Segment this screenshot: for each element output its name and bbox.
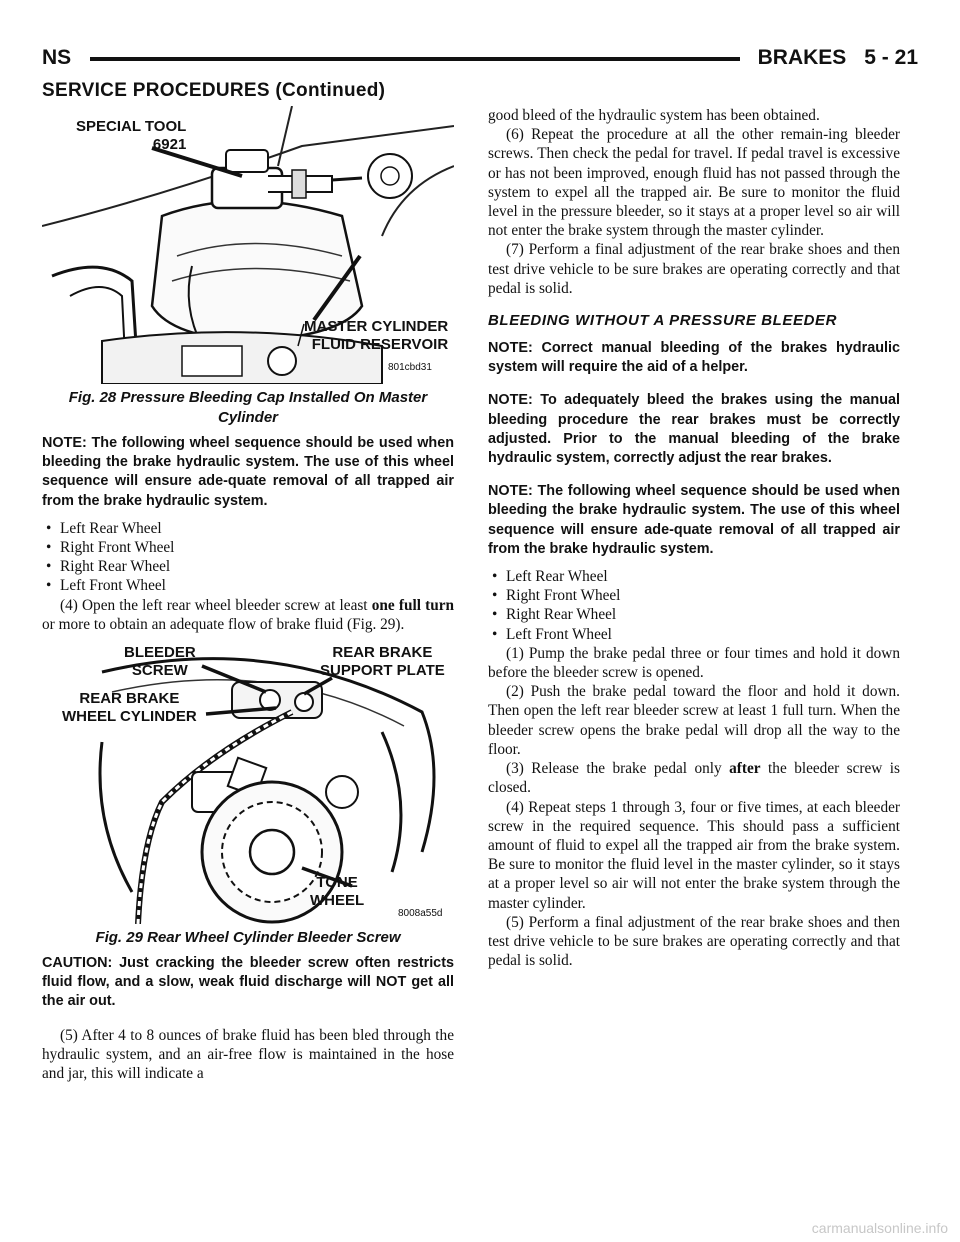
left-column	[42, 106, 454, 1083]
wheel-sequence-list	[42, 519, 454, 596]
header-model: NS	[42, 46, 72, 69]
manual-step-1: (1) Pump the brake pedal three or four times and hold it down before the bleeder screw is opened.	[488, 644, 900, 682]
list-item: • Right Rear Wheel	[492, 606, 617, 624]
list-item: • Left Rear Wheel	[46, 519, 162, 537]
header-section-name: BRAKES	[757, 46, 847, 69]
step-6: (6) Repeat the procedure at all the other remain-ing bleeder screws. Then check the pedal for travel. If pedal travel is excessive or has not been improved, enough fluid has not passed through the system to expel all the trapped air. Be sure to monitor the fluid level in the pressure bleeder, so it stays at a proper level so air will not enter the brake system through the master cylinder.	[488, 126, 900, 240]
figure-28	[42, 106, 454, 384]
manual-step-3: (3) Release the brake pedal only after the bleeder screw is closed.	[488, 760, 900, 797]
label-bleeder-screw: BLEEDER SCREW	[124, 644, 196, 680]
step-7: (7) Perform a final adjustment of the rear brake shoes and then test drive vehicle to be sure brakes are operating correctly and that pedal is solid.	[488, 241, 900, 297]
figure-29-code: 8008a55d	[398, 908, 443, 920]
manual-step-5: (5) Perform a final adjustment of the rear brake shoes and then test drive vehicle to be sure brakes are operating correctly and that pedal is solid.	[488, 913, 900, 970]
label-master-cylinder: MASTER CYLINDER FLUID RESERVOIR	[304, 318, 449, 353]
figure-29	[42, 642, 454, 924]
label-special-tool: SPECIAL TOOL 6921	[76, 118, 187, 153]
right-column	[488, 106, 900, 970]
list-item: • Left Front Wheel	[492, 625, 612, 643]
label-support-plate: REAR BRAKE SUPPORT PLATE	[320, 644, 445, 680]
figure-28-code: 801cbd31	[388, 362, 432, 373]
caution-cracking: CAUTION: Just cracking the bleeder screw often restricts fluid flow, and a slow, weak fluid discharge will NOT get all the air out.	[42, 955, 454, 1010]
note-wheel-sequence-manual: NOTE: The following wheel sequence should be used when bleeding the brake hydraulic system. The use of this wheel sequence will ensure ade-quate removal of all trapped air from the brake hydraulic system.	[488, 483, 900, 557]
step-5-continued: good bleed of the hydraulic system has been obtained.	[488, 107, 820, 124]
list-item: • Right Rear Wheel	[46, 558, 171, 576]
page-header	[42, 42, 918, 76]
header-section	[758, 46, 918, 70]
list-item: • Right Front Wheel	[46, 539, 175, 557]
step-4: (4) Open the left rear wheel bleeder screw at least one full turn or more to obtain an adequate flow of brake fluid (Fig. 29).	[42, 596, 455, 633]
label-tone-wheel: TONE WHEEL	[310, 874, 365, 910]
list-item: • Left Rear Wheel	[492, 568, 608, 586]
wheel-sequence-list-manual	[488, 567, 900, 644]
note-adjust-rear-brakes: NOTE: To adequately bleed the brakes using the manual bleeding procedure the rear brakes must be correctly adjusted. Prior to the manual bleeding of the brake hydraulic system, correctly adjust the rear brakes.	[488, 392, 900, 467]
note-helper: NOTE: Correct manual bleeding of the brakes hydraulic system will require the aid of a helper.	[488, 340, 900, 376]
manual-step-4: (4) Repeat steps 1 through 3, four or five times, at each bleeder screw in the required sequence. This should pass a sufficient amount of fluid to expel all the trapped air from the brake system. Be sure to monitor the fluid level in the master cylinder, so it stays at a proper level so air will not enter the brake system through the master cylinder.	[488, 798, 900, 912]
label-wheel-cylinder: REAR BRAKE WHEEL CYLINDER	[62, 690, 197, 726]
list-item: • Right Front Wheel	[492, 587, 621, 605]
page-number: 5 - 21	[864, 46, 918, 69]
header-rule	[90, 57, 740, 61]
note-wheel-sequence: NOTE: The following wheel sequence should be used when bleeding the brake hydraulic system. The use of this wheel sequence will ensure ade-quate removal of all trapped air from the brake hydraulic system.	[42, 435, 454, 509]
figure-28-caption: Fig. 28 Pressure Bleeding Cap Installed On Master Cylinder	[68, 389, 428, 426]
manual-step-2: (2) Push the brake pedal toward the floor and hold it down. Then open the left rear bleeder screw at least 1 full turn. When the bleeder screw opens the brake pedal will drop all the way to the floor.	[488, 683, 900, 758]
figure-29-illustration	[42, 642, 454, 924]
watermark: carmanualsonline.info	[811, 1220, 948, 1236]
step-5: (5) After 4 to 8 ounces of brake fluid has been bled through the hydraulic system, and an air-free flow is maintained in the hose and jar, this will indicate a	[42, 1026, 454, 1083]
figure-29-caption: Fig. 29 Rear Wheel Cylinder Bleeder Screw	[95, 929, 401, 947]
list-item: • Left Front Wheel	[46, 577, 166, 595]
section-title: SERVICE PROCEDURES (Continued)	[42, 80, 386, 101]
subheading-manual-bleeding: BLEEDING WITHOUT A PRESSURE BLEEDER	[488, 312, 838, 330]
